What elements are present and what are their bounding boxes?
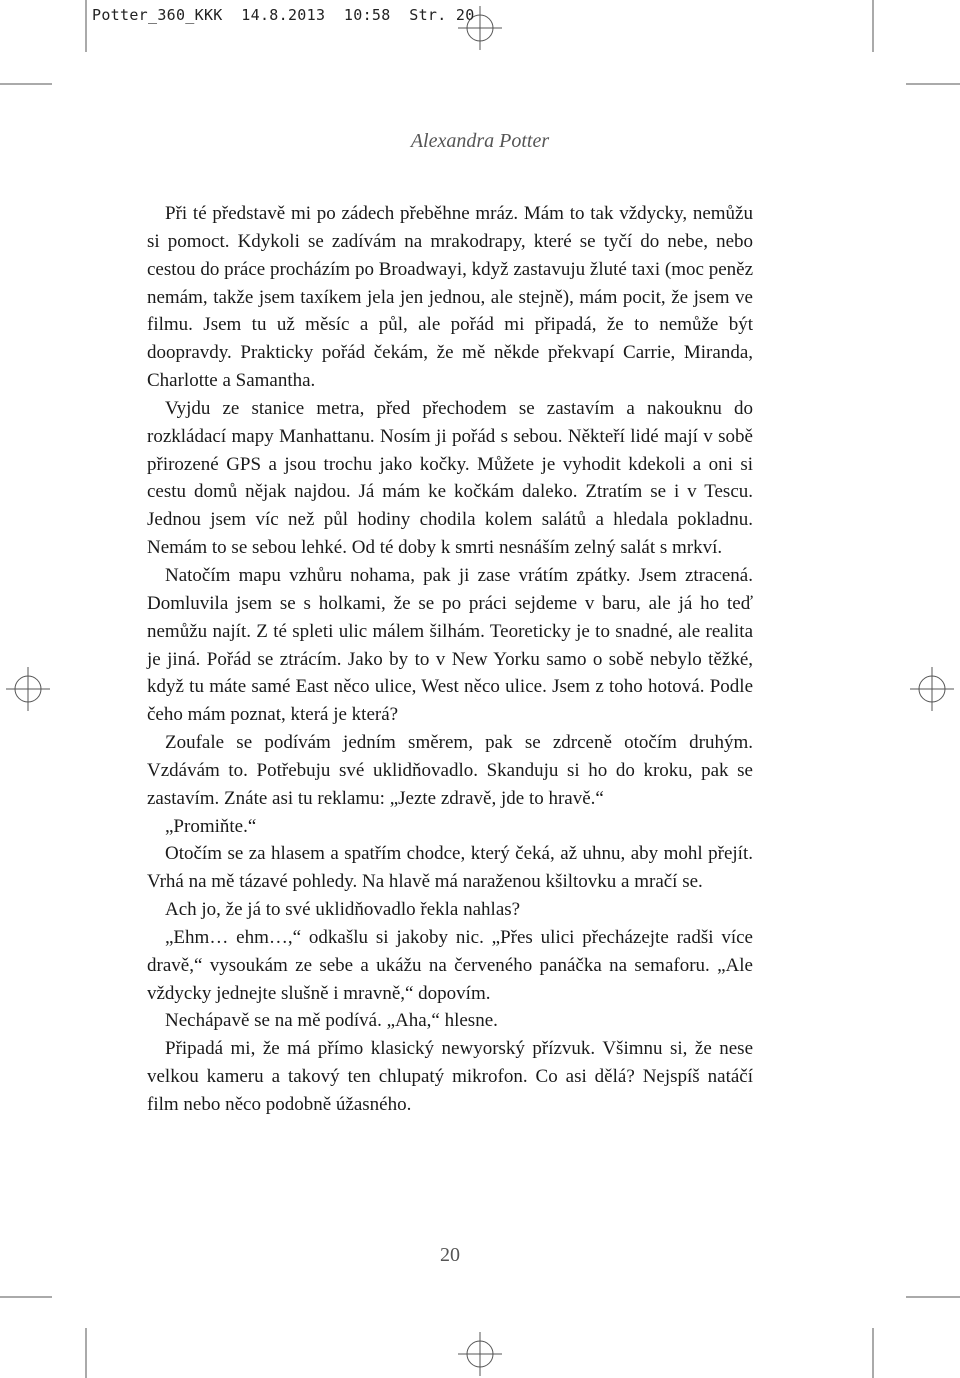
body-text (147, 200, 753, 1119)
print-slug-line: Potter_360_KKK 14.8.2013 10:58 Str. 20 (92, 6, 475, 24)
paragraph: Otočím se za hlasem a spatřím chodce, který čeká, až uhnu, aby mohl přejít. Vrhá na mě tázavé pohledy. Na hlavě má naraženou kšiltovku a mračí se. (147, 843, 753, 893)
paragraph: Zoufale se podívám jedním směrem, pak se zdrceně otočím druhým. Vzdávám to. Potřebuju své uklidňovadlo. Skanduju si ho do kroku, pak se zastavím. Znáte asi tu reklamu: „Jezte zdravě, jde to hravě.“ (147, 732, 753, 809)
paragraph: Natočím mapu vzhůru nohama, pak ji zase vrátím zpátky. Jsem ztracená. Domluvila jsem se s holkami, že se po práci sejdeme v baru, ale já ho teď nemůžu najít. Z té spleti ulic málem šilhám. Teoreticky je to snadné, ale realita je jiná. Pořád se ztrácím. Jako by to v New Yorku samo o sobě nebylo těžké, když tu máte samé East něco ulice, West něco ulice. Jsem z toho hotová. Podle čeho mám poznat, která je která? (147, 564, 753, 726)
paragraph: „Ehm… ehm…,“ odkašlu si jakoby nic. „Přes ulici přecházejte radši více dravě,“ vysoukám ze sebe a ukážu na červeného panáčka na semaforu. „Ale vždycky jednejte slušně i mravně,“ dopovím. (147, 926, 753, 1004)
registration-target-bottom (458, 1332, 502, 1376)
page-number: 20 (440, 1244, 460, 1266)
paragraph: „Promiňte.“ (165, 815, 257, 837)
registration-target-left (6, 667, 50, 711)
running-head-author: Alexandra Potter (410, 130, 550, 152)
registration-target-right (910, 667, 954, 711)
paragraph: Při té představě mi po zádech přeběhne mráz. Mám to tak vždycky, nemůžu si pomoct. Kdykoli se zadívám na mrakodrapy, které se tyčí do nebe, nebo cestou do práce procházím po Broadwayi, když zastavuju žluté taxi (moc peněz nemám, takže jsem taxíkem jela jen jednou, ale stejně), mám pocit, že jsem ve filmu. Jsem tu už měsíc a půl, ale pořád mi připadá, že to nemůže být doopravdy. Prakticky pořád čekám, že mě někde překvapí Carrie, Miranda, Charlotte a Samantha. (147, 203, 753, 392)
paragraph: Nechápavě se na mě podívá. „Aha,“ hlesne. (165, 1010, 498, 1032)
paragraph: Ach jo, že já to své uklidňovadlo řekla nahlas? (165, 899, 521, 921)
paragraph: Vyjdu ze stanice metra, před přechodem se zastavím a nakouknu do rozkládací mapy Manhattanu. Nosím ji pořád s sebou. Někteří lidé mají v sobě přirozené GPS a jsou trochu jako kočky. Můžete je vyhodit kdekoli a oni si cestu domů nějak najdou. Já mám ke kočkám daleko. Ztratím se i v Tescu. Jednou jsem víc než půl hodiny chodila kolem salátů a hledala pokladnu. Nemám to se sebou lehké. Od té doby k smrti nesnáším zelný salát s mrkví. (147, 397, 753, 559)
paragraph: Připadá mi, že má přímo klasický newyorský přízvuk. Všimnu si, že nese velkou kameru a takový ten chlupatý mikrofon. Co asi dělá? Nejspíš natáčí film nebo něco podobně úžasného. (147, 1038, 753, 1115)
